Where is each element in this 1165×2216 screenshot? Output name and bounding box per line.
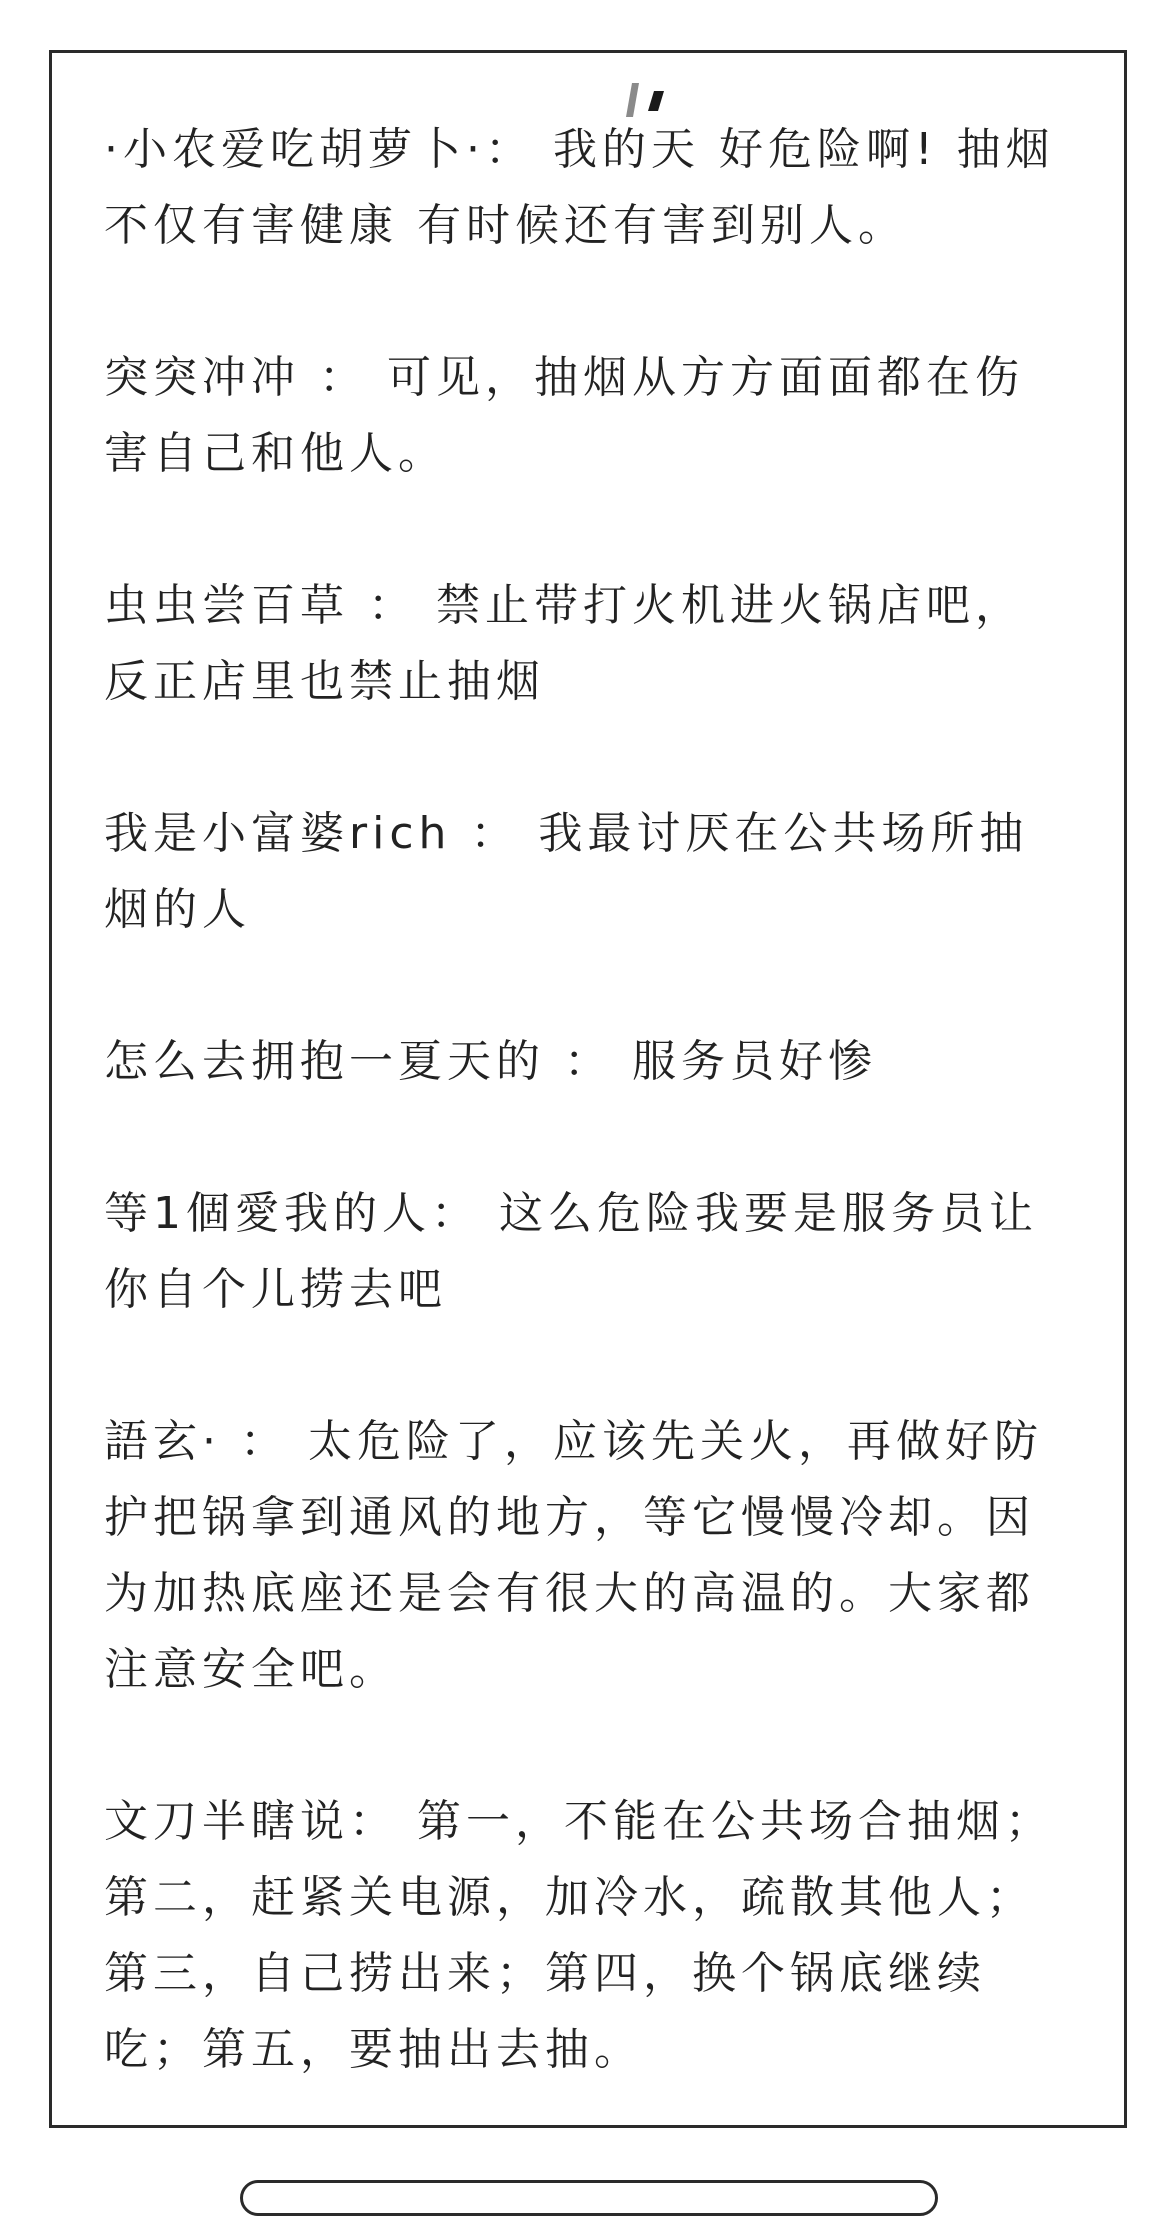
comment-text: 可见，抽烟从方方面面都在伤害自己和他人。 bbox=[104, 352, 1024, 479]
comment-user: 怎么去拥抱一夏天的 bbox=[104, 1036, 545, 1087]
comment-2 bbox=[104, 340, 1070, 492]
comment-separator: ： bbox=[431, 1188, 499, 1239]
comment-text: 我的天 好危险啊! 抽烟不仅有害健康 有时候还有害到别人。 bbox=[104, 124, 1055, 251]
comment-8 bbox=[104, 1784, 1070, 2088]
comment-separator: ： bbox=[545, 1036, 632, 1087]
comment-3 bbox=[104, 568, 1070, 720]
comment-user: 虫虫尝百草 bbox=[104, 580, 349, 631]
comment-text: 禁止带打火机进火锅店吧，反正店里也禁止抽烟 bbox=[104, 580, 1024, 707]
comment-separator: ： bbox=[484, 124, 553, 175]
comment-1 bbox=[104, 112, 1070, 264]
comment-separator: ： bbox=[300, 352, 387, 403]
comment-separator: ： bbox=[349, 1796, 417, 1847]
comment-text: 太危险了，应该先关火，再做好防护把锅拿到通风的地方，等它慢慢冷却。因为加热底座还是会有很大的高温的。大家都注意安全吧。 bbox=[104, 1416, 1043, 1695]
comment-7 bbox=[104, 1404, 1070, 1708]
comment-user: ·小农爱吃胡萝卜· bbox=[104, 124, 485, 175]
comment-text: 这么危险我要是服务员让你自个儿捞去吧 bbox=[104, 1188, 1038, 1315]
comment-6 bbox=[104, 1176, 1070, 1328]
comment-separator: ： bbox=[451, 808, 539, 859]
comment-separator: ： bbox=[349, 580, 436, 631]
comment-separator: ： bbox=[221, 1416, 308, 1467]
comment-4 bbox=[104, 796, 1070, 948]
comment-user: 突突冲冲 bbox=[104, 352, 300, 403]
comment-text: 第一，不能在公共场合抽烟；第二，赶紧关电源，加冷水，疏散其他人；第三，自己捞出来；第四，换个锅底继续吃；第五，要抽出去抽。 bbox=[104, 1796, 1054, 2075]
comment-5 bbox=[104, 1024, 1070, 1100]
comment-user: 語玄· bbox=[104, 1416, 221, 1467]
comment-text: 我最讨厌在公共场所抽烟的人 bbox=[104, 808, 1029, 935]
comment-list bbox=[104, 112, 1070, 2088]
comment-user: 我是小富婆rich bbox=[104, 808, 452, 859]
comment-text: 服务员好惨 bbox=[631, 1036, 877, 1087]
comment-user: 等1個愛我的人 bbox=[104, 1188, 431, 1239]
comment-user: 文刀半瞎说 bbox=[104, 1796, 349, 1847]
next-card-edge bbox=[240, 2180, 938, 2216]
